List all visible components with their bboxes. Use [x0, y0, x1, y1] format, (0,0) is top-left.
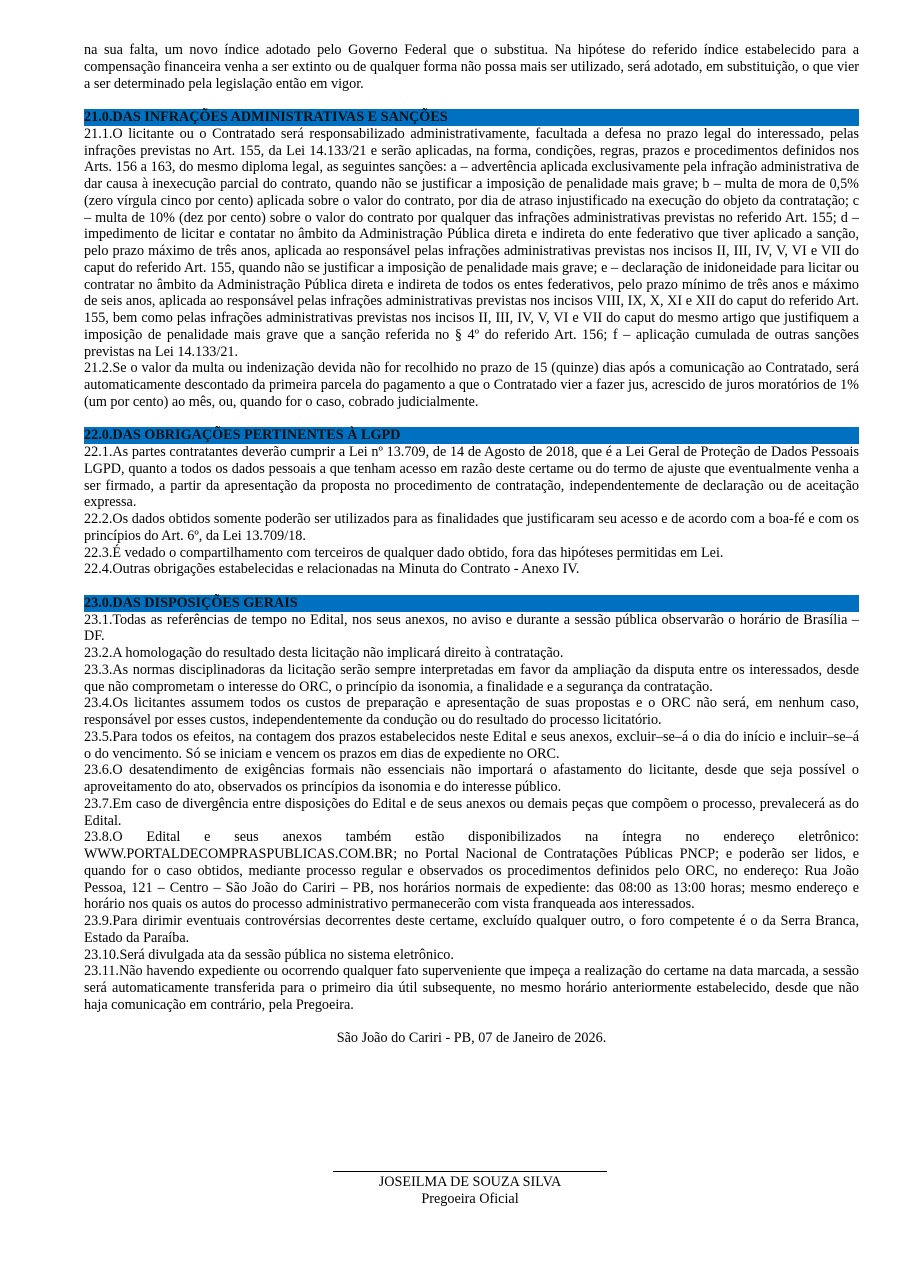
paragraph-21-1: 21.1.O licitante ou o Contratado será responsabilizado administrativamente, facultada a defesa no prazo legal do interessado, pelas infrações previstas no Art. 155, da Lei 14.133/21 e serão aplicadas, na forma, condições, regras, prazos e procedimentos definidos nos Arts. 156 a 163, do mesmo diploma legal, as seguintes sanções: a – advertência aplicada exclusivamente pela infração administrativa de dar causa à inexecução parcial do contrato, quando não se justificar a imposição de penalidade mais grave; b – multa de mora de 0,5% (zero vírgula cinco por cento) aplicada sobre o valor do contrato, por dia de atraso injustificado na execução do objeto da contratação; c – multa de 10% (dez por cento) sobre o valor do contrato por qualquer das infrações administrativas previstas no referido Art. 155; d – impedimento de licitar e contatar no âmbito da Administração Pública direta e indireta do ente federativo que tiver aplicado a sanção, pelo prazo máximo de três anos, aplicada ao responsável pelas infrações administrativas previstas nos incisos II, III, IV, V, VI e VII do caput do referido Art. 155, quando não se justificar a imposição de penalidade mais grave; e – declaração de inidoneidade para licitar ou contratar no âmbito da Administração Pública direta e indireta de todos os entes federativos, pelo prazo mínimo de três anos e máximo de seis anos, aplicada ao responsável pelas infrações administrativas previstas nos incisos VIII, IX, X, XI e XII do caput do referido Art. 155, bem como pelas infrações administrativas previstas nos incisos II, III, IV, V, VI e VII do caput do mesmo artigo que justifiquem a imposição de penalidade mais grave que a sanção referida no § 4º do referido Art. 156; f – aplicação cumulada de outras sanções previstas na Lei 14.133/21. [84, 125, 859, 360]
intro-paragraph: na sua falta, um novo índice adotado pelo Governo Federal que o substitua. Na hipótese do referido índice estabelecido para a compensação financeira venha a ser extinto ou de qualquer forma não possa mais ser utilizado, será adotado, em substituição, o que vier a ser determinado pela legislação então em vigor. [84, 42, 859, 92]
paragraph-23-7: 23.7.Em caso de divergência entre disposições do Edital e de seus anexos ou demais peças que compõem o processo, prevalecerá as do Edital. [84, 795, 859, 829]
paragraph-23-4: 23.4.Os licitantes assumem todos os custos de preparação e apresentação de suas propostas e o ORC não será, em nenhum caso, responsável por esses custos, independentemente da condução ou do resultado do processo licitatório. [84, 695, 859, 728]
paragraph-23-5: 23.5.Para todos os efeitos, na contagem dos prazos estabelecidos neste Edital e seus anexos, excluir–se–á o dia do início e incluir–se–á o do vencimento. Só se iniciam e vencem os prazos em dias de expediente no ORC. [84, 728, 859, 762]
paragraph-23-8: 23.8.O Edital e seus anexos também estão disponibilizados na íntegra no endereço eletrônico: WWW.PORTALDECOMPRASPUBLICAS.COM.BR; no Portal Nacional de Contratações Públicas PNCP; e poderão ser lidos, e quando for o caso obtidos, mediante processo regular e observados os procedimentos definidos pelo ORC, no endereço: Rua João Pessoa, 121 – Centro – São João do Cariri – PB, nos horários normais de expediente: das 08:00 as 13:00 horas; mesmo endereço e horário nos quais os autos do processo administrativo permanecerão com vista franqueada aos interessados. [84, 829, 859, 913]
paragraph-23-6: 23.6.O desatendimento de exigências formais não essenciais não importará o afastamento do licitante, desde que seja possível o aproveitamento do ato, observados os princípios da isonomia e do interesse público. [84, 762, 859, 795]
paragraph-21-2: 21.2.Se o valor da multa ou indenização devida não for recolhido no prazo de 15 (quinze) dias após a comunicação ao Contratado, será automaticamente descontado da primeira parcela do pagamento a que o Contratado vier a fazer jus, acrescido de juros moratórios de 1% (um por cento) ao mês, ou, quando for o caso, cobrado judicialmente. [84, 360, 859, 410]
paragraph-23-11: 23.11.Não havendo expediente ou ocorrendo qualquer fato superveniente que impeça a realização do certame na data marcada, a sessão será automaticamente transferida para o primeiro dia útil subsequente, no mesmo horário anteriormente estabelecido, desde que não haja comunicação em contrário, pela Pregoeira. [84, 963, 859, 1013]
section-heading: 21.0.DAS INFRAÇÕES ADMINISTRATIVAS E SANÇÕES [84, 109, 859, 126]
section-heading: 23.0.DAS DISPOSIÇÕES GERAIS [84, 595, 859, 612]
paragraph-23-2: 23.2.A homologação do resultado desta licitação não implicará direito à contratação. [84, 645, 564, 661]
paragraph-22-4: 22.4.Outras obrigações estabelecidas e relacionadas na Minuta do Contrato - Anexo IV. [84, 561, 580, 578]
signature-block [333, 1171, 607, 1208]
signatory-role: Pregoeira Oficial [421, 1190, 519, 1207]
section-heading: 22.0.DAS OBRIGAÇÕES PERTINENTES À LGPD [84, 427, 859, 444]
section-23 [84, 595, 859, 1014]
paragraph-23-3: 23.3.As normas disciplinadoras da licitação serão sempre interpretadas em favor da ampliação da disputa entre os interessados, desde que não comprometam o interesse do ORC, o princípio da isonomia, a finalidade e a segurança da contratação. [84, 661, 859, 695]
section-21 [84, 109, 859, 411]
paragraph-22-3: 22.3.É vedado o compartilhamento com terceiros de qualquer dado obtido, fora das hipóteses permitidas em Lei. [84, 544, 724, 561]
document-page [84, 42, 859, 1047]
paragraph-22-1: 22.1.As partes contratantes deverão cumprir a Lei nº 13.709, de 14 de Agosto de 2018, que é a Lei Geral de Proteção de Dados Pessoais LGPD, quanto a todos os dados pessoais a que tenham acesso em razão deste certame ou do termo de ajuste que eventualmente venha a ser firmado, a partir da apresentação da proposta no procedimento de contratação, independentemente de declaração ou de aceitação expressa. [84, 444, 859, 511]
signatory-name: JOSEILMA DE SOUZA SILVA [378, 1174, 562, 1190]
paragraph-23-9: 23.9.Para dirimir eventuais controvérsias decorrentes deste certame, excluído qualquer outro, o foro competente é o da Serra Branca, Estado da Paraíba. [84, 913, 859, 946]
paragraph-22-2: 22.2.Os dados obtidos somente poderão ser utilizados para as finalidades que justificaram seu acesso e de acordo com a boa-fé e com os princípios do Art. 6º, da Lei 13.709/18. [84, 511, 859, 544]
paragraph-23-1: 23.1.Todas as referências de tempo no Edital, nos seus anexos, no aviso e durante a sessão pública observarão o horário de Brasília – DF. [84, 611, 859, 645]
place-date: São João do Cariri - PB, 07 de Janeiro de 2026. [336, 1030, 607, 1047]
section-22 [84, 427, 859, 578]
paragraph-23-10: 23.10.Será divulgada ata da sessão pública no sistema eletrônico. [84, 946, 454, 963]
